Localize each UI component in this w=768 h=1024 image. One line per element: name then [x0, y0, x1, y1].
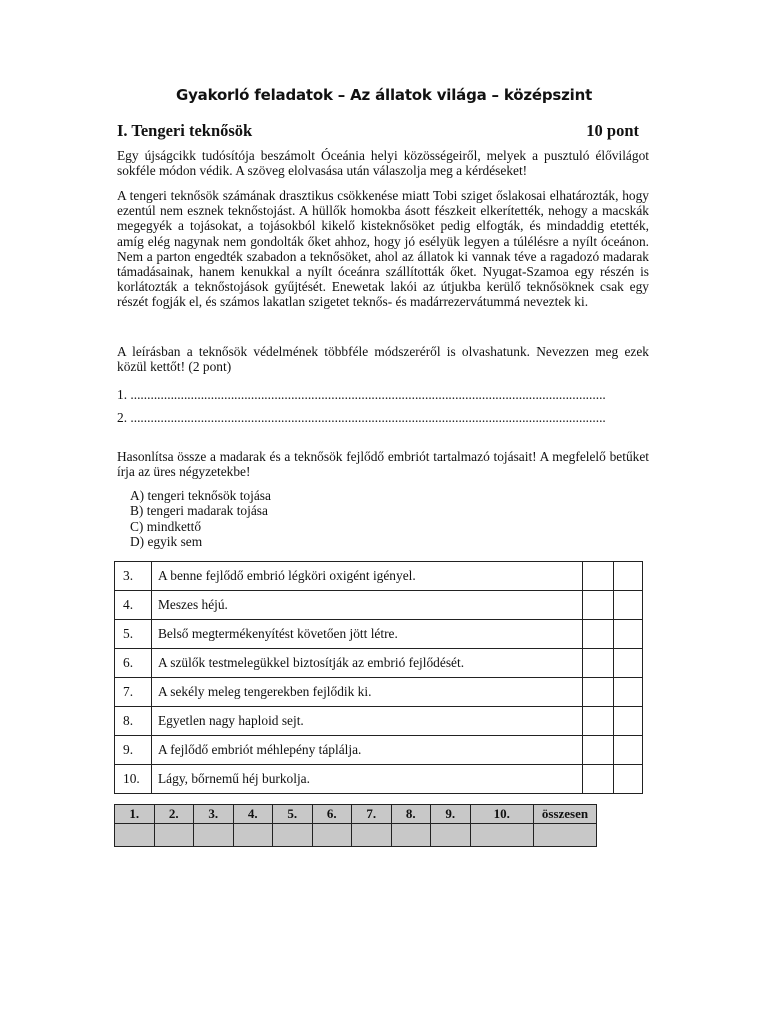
score-box[interactable] — [614, 678, 643, 707]
score-box[interactable] — [614, 649, 643, 678]
answer-box[interactable] — [583, 562, 614, 591]
score-box[interactable] — [614, 591, 643, 620]
section-title: I. Tengeri teknősök — [117, 121, 253, 140]
article-paragraph: A tengeri teknősök számának drasztikus csökkenése miatt Tobi sziget őslakosai elhatározták, hogy ezentúl nem esznek teknőstojást. A hüllők homokba ásott fészkeit elkerítették, nehogy a macskák megegyék a tojásokat, a tojásokból kikelő kisteknősöket pedig elfogták, és mindaddig etették, amíg elég nagynak nem gondolták őket ahhoz, hogy jó esélyük legyen a túlélésre a nyílt óceánon. Nem a parton engedték szabadon a teknősöket, ahol az állatok ki vannak téve a ragadozó madarak támadásainak, hanem kenukkal a nyílt óceánra szállították őket. Nyugat-Szamoa egy részén is korlátozták a teknőstojások gyűjtését. Enewetak lakói az útjukba kerülő teknősöknek csak egy részét fogják el, és számos lakatlan szigetet teknős- és madárrezervátummá neveztek ki. — [117, 188, 649, 310]
intro-paragraph: Egy újságcikk tudósítója beszámolt Óceánia helyi közösségeiről, melyek a pusztuló élővilágot sokféle módon védik. A szöveg elolvasása után válaszolja meg a kérdéseket! — [117, 148, 649, 179]
item-number: 3. — [115, 562, 152, 591]
score-cell[interactable] — [154, 824, 194, 847]
option-list — [130, 488, 271, 550]
item-text: Belső megtermékenyítést követően jött létre. — [152, 620, 583, 649]
item-text: A szülők testmelegükkel biztosítják az embrió fejlődését. — [152, 649, 583, 678]
answer-box[interactable] — [583, 736, 614, 765]
score-box[interactable] — [614, 765, 643, 794]
score-header: 10. — [470, 805, 534, 824]
score-header: 3. — [194, 805, 234, 824]
score-table — [114, 804, 597, 847]
item-text: A fejlődő embriót méhlepény táplálja. — [152, 736, 583, 765]
score-cell[interactable] — [312, 824, 352, 847]
score-header: 5. — [273, 805, 313, 824]
score-header: 2. — [154, 805, 194, 824]
score-header: 9. — [431, 805, 471, 824]
table-row — [115, 649, 643, 678]
score-header: 1. — [115, 805, 155, 824]
score-cell[interactable] — [352, 824, 392, 847]
answer-box[interactable] — [583, 765, 614, 794]
answer-box[interactable] — [583, 591, 614, 620]
table-row — [115, 707, 643, 736]
option-d: D) egyik sem — [130, 534, 203, 550]
score-cell[interactable] — [470, 824, 534, 847]
score-cell-total[interactable] — [534, 824, 597, 847]
item-text: Egyetlen nagy haploid sejt. — [152, 707, 583, 736]
option-c: C) mindkettő — [130, 518, 202, 534]
answer-line-2[interactable]: 2. .............................................................................................................................................. — [117, 410, 606, 425]
answer-line-1[interactable]: 1. .............................................................................................................................................. — [117, 387, 606, 402]
item-number: 9. — [115, 736, 152, 765]
score-cell[interactable] — [391, 824, 431, 847]
question-1: A leírásban a teknősök védelmének többféle módszeréről is olvashatunk. Nevezzen meg ezek közül kettőt! (2 pont) — [117, 344, 649, 375]
score-cell[interactable] — [273, 824, 313, 847]
item-number: 7. — [115, 678, 152, 707]
score-box[interactable] — [614, 620, 643, 649]
item-text: Lágy, bőrnemű héj burkolja. — [152, 765, 583, 794]
option-b: B) tengeri madarak tojása — [130, 503, 268, 519]
table-row — [115, 620, 643, 649]
score-header-row — [115, 805, 597, 824]
score-header: 6. — [312, 805, 352, 824]
score-box[interactable] — [614, 562, 643, 591]
item-number: 10. — [115, 765, 152, 794]
document-title: Gyakorló feladatok – Az állatok világa – középszint — [175, 86, 593, 104]
score-cell[interactable] — [431, 824, 471, 847]
score-header: 8. — [391, 805, 431, 824]
score-header: 7. — [352, 805, 392, 824]
item-number: 5. — [115, 620, 152, 649]
question-2: Hasonlítsa össze a madarak és a teknősök fejlődő embriót tartalmazó tojásait! A megfelelő betűket írja az üres négyzetekbe! — [117, 449, 649, 480]
item-text: A benne fejlődő embrió légköri oxigént igényel. — [152, 562, 583, 591]
score-box[interactable] — [614, 707, 643, 736]
score-header-total: összesen — [534, 805, 597, 824]
answer-box[interactable] — [583, 678, 614, 707]
section-heading — [117, 121, 639, 141]
score-header: 4. — [233, 805, 273, 824]
table-row — [115, 736, 643, 765]
item-text: Meszes héjú. — [152, 591, 583, 620]
item-number: 4. — [115, 591, 152, 620]
score-answer-row — [115, 824, 597, 847]
option-a: A) tengeri teknősök tojása — [130, 488, 271, 503]
answer-box[interactable] — [583, 649, 614, 678]
item-number: 6. — [115, 649, 152, 678]
item-number: 8. — [115, 707, 152, 736]
item-text: A sekély meleg tengerekben fejlődik ki. — [152, 678, 583, 707]
score-box[interactable] — [614, 736, 643, 765]
answer-box[interactable] — [583, 620, 614, 649]
answer-box[interactable] — [583, 707, 614, 736]
score-cell[interactable] — [115, 824, 155, 847]
table-row — [115, 591, 643, 620]
table-row — [115, 765, 643, 794]
score-cell[interactable] — [233, 824, 273, 847]
score-cell[interactable] — [194, 824, 234, 847]
section-points: 10 pont — [586, 121, 639, 140]
table-row — [115, 562, 643, 591]
table-row — [115, 678, 643, 707]
items-table — [114, 561, 643, 794]
